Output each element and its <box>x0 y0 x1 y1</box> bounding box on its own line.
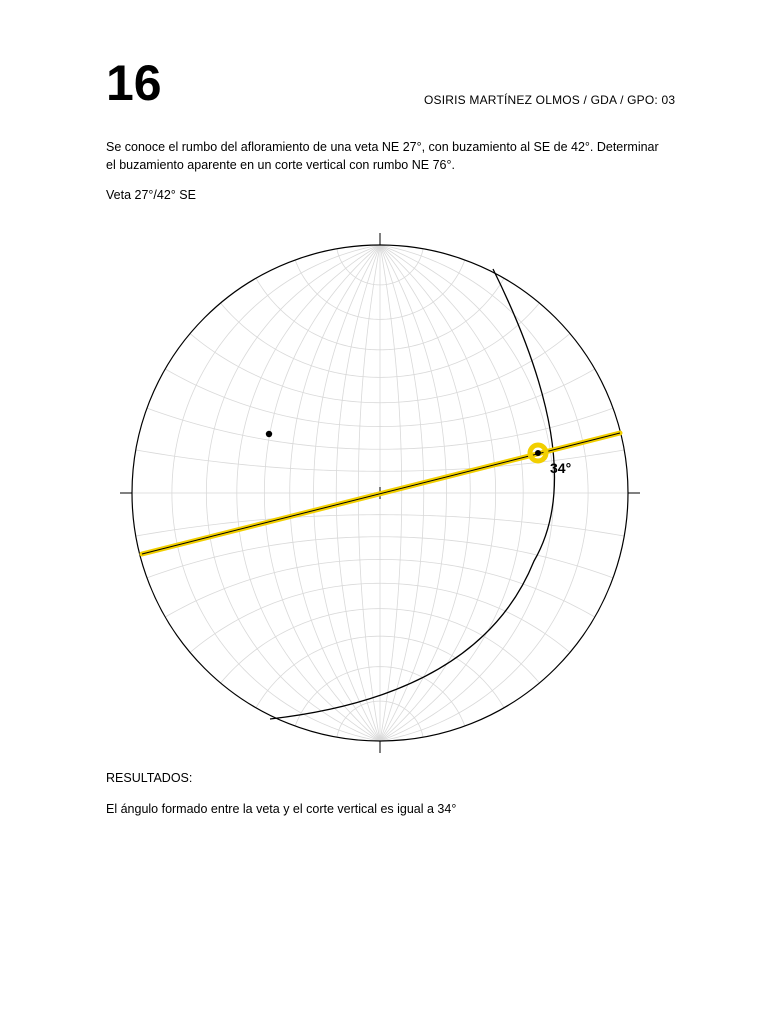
result-text: El ángulo formado entre la veta y el corte vertical es igual a 34° <box>106 802 457 816</box>
vein-great-circle <box>270 269 554 719</box>
stereonet-diagram <box>120 225 640 765</box>
intersection-point <box>535 450 541 456</box>
pole-point <box>266 431 272 437</box>
author-line: OSIRIS MARTÍNEZ OLMOS / GDA / GPO: 03 <box>424 93 676 107</box>
page-number: 16 <box>106 55 162 111</box>
veta-label: Veta 27°/42° SE <box>106 188 196 202</box>
angle-annotation: 34° <box>550 460 572 476</box>
problem-statement: Se conoce el rumbo del afloramiento de una veta NE 27°, con buzamiento al SE de 42°. Determinar el buzamiento aparente en un corte vertical con rumbo NE 76°. <box>106 140 659 172</box>
results-heading: RESULTADOS: <box>106 771 193 785</box>
